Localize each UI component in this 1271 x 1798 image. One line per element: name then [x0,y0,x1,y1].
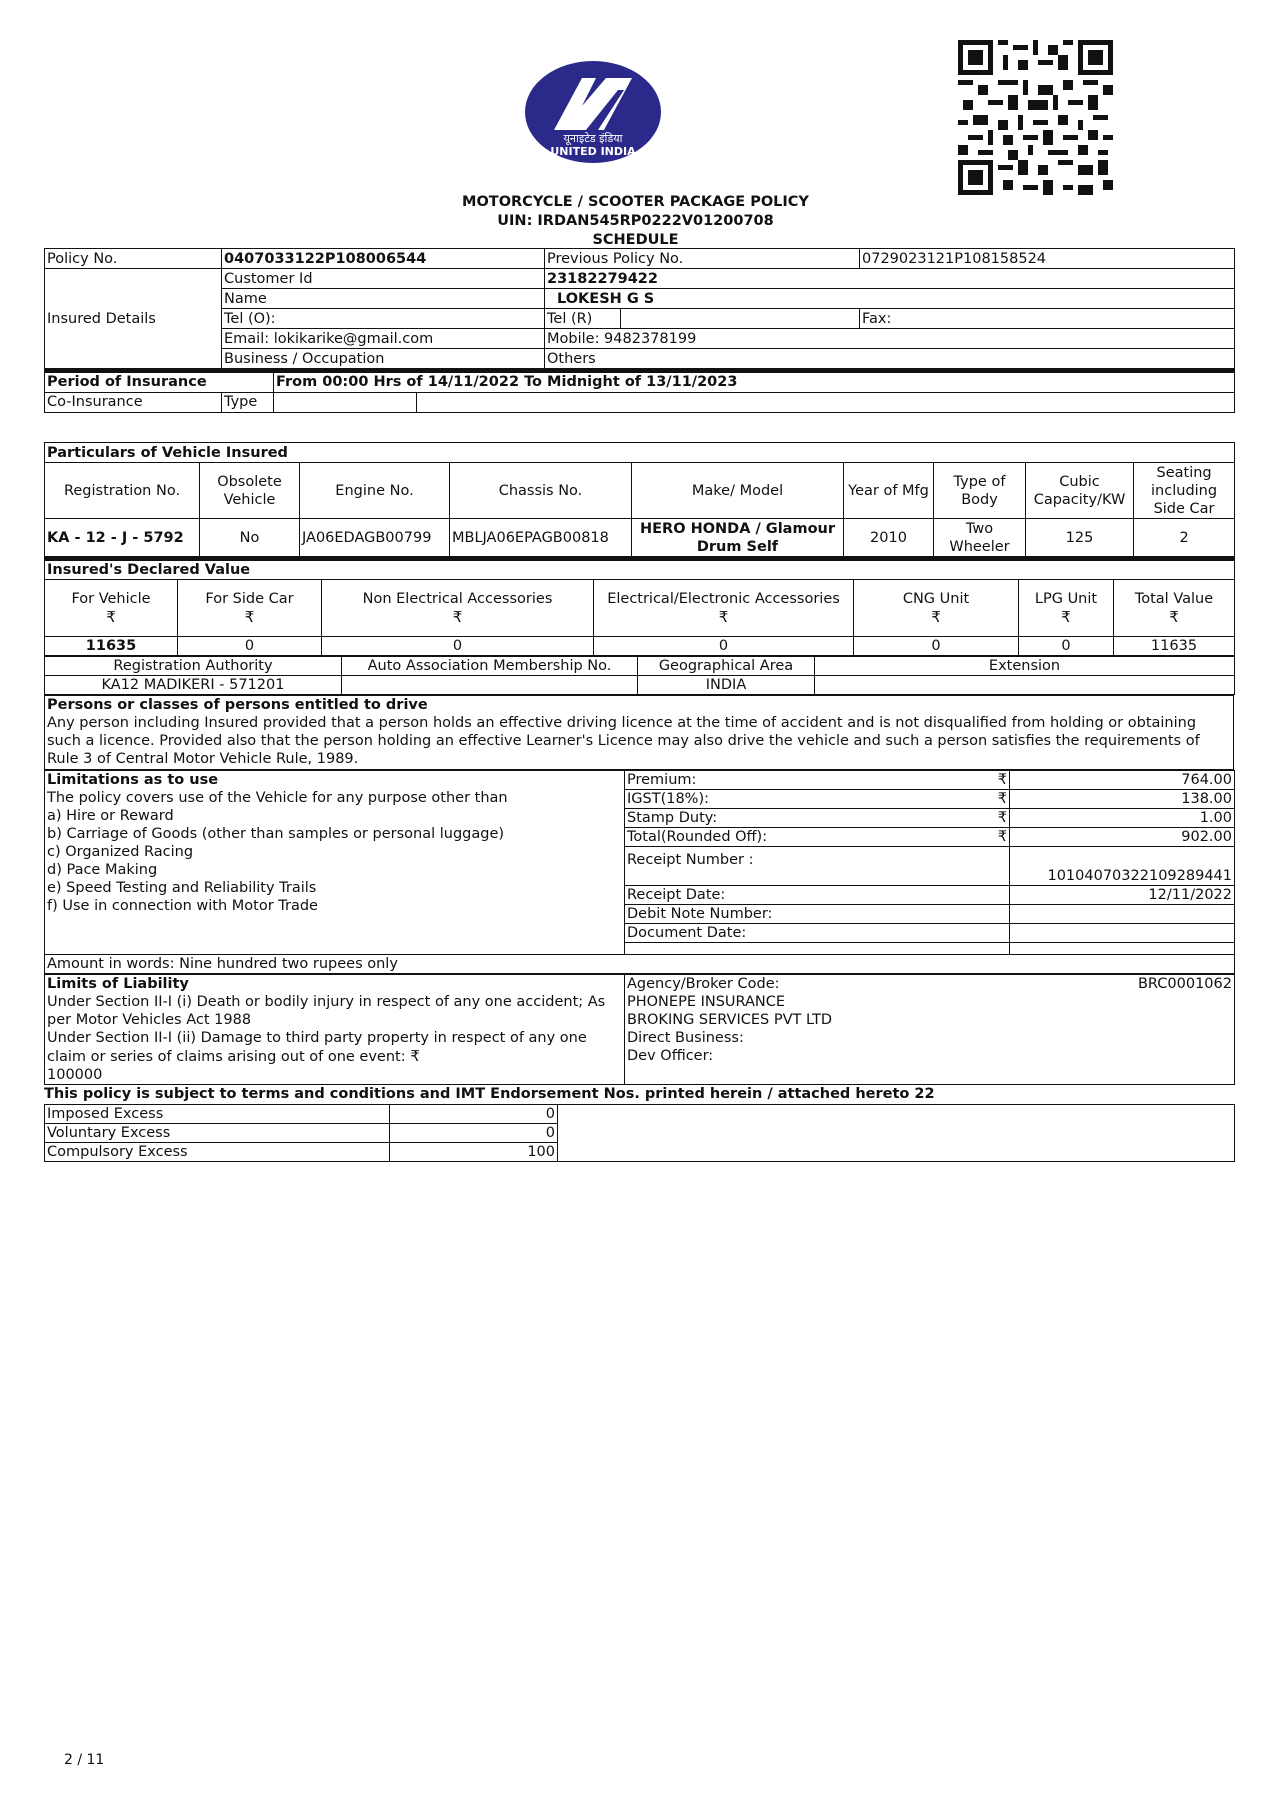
previous-policy-label: Previous Policy No. [545,249,860,269]
premium-value: 764.00 [1010,771,1235,790]
schedule-title: SCHEDULE [592,232,679,248]
registration-authority-label: Registration Authority [45,657,342,676]
obsolete-value: No [200,519,300,557]
period-label: Period of Insurance [45,371,274,392]
voluntary-excess-value: 0 [390,1124,558,1143]
limitations-line: e) Speed Testing and Reliability Trails [47,880,317,896]
limitations-line: b) Carriage of Goods (other than samples or personal luggage) [47,826,505,842]
policy-title: MOTORCYCLE / SCOOTER PACKAGE POLICY [462,194,809,210]
rupee-icon: ₹ [718,607,729,626]
premium-spacer [625,943,1010,955]
direct-business-label: Direct Business: [627,1030,744,1046]
imposed-excess-label: Imposed Excess [45,1105,390,1124]
idv-total-value: 11635 [1114,637,1235,656]
idv-vehicle-value: 11635 [45,637,178,656]
agency-label: Agency/Broker Code: [627,976,780,992]
previous-policy-value: 0729023121P108158524 [860,249,1235,269]
entitled-to-drive [45,696,1234,770]
insured-details-section [44,248,1234,413]
idv-elec-label: Electrical/Electronic Accessories [607,590,840,607]
insured-details-table [44,248,1235,369]
drive-title: Persons or classes of persons entitled to drive [47,697,428,713]
idv-nonelec-label: Non Electrical Accessories [362,590,553,607]
liability-text-2: Under Section II-I (ii) Damage to third party property in respect of any one claim or series of claims arising out of one event: [47,1030,587,1065]
idv-nonelec-header [322,580,594,637]
chassis-header: Chassis No. [450,463,632,519]
capacity-value: 125 [1026,519,1134,557]
receipt-date-value: 12/11/2022 [1010,886,1235,905]
document-date-value [1010,924,1235,943]
tel-residence-value [621,309,860,329]
limitations-premium-table [44,770,1235,974]
idv-cng-value: 0 [854,637,1019,656]
total-value: 902.00 [1010,828,1235,847]
limitations-line: The policy covers use of the Vehicle for any purpose other than [47,790,508,806]
policy-no-value: 0407033122P108006544 [222,249,545,269]
registration-value: KA - 12 - J - 5792 [45,519,200,557]
fax-label: Fax: [860,309,1235,329]
limitations-line: c) Organized Racing [47,844,194,860]
geographical-area-value: INDIA [638,676,815,695]
united-india-logo [524,60,662,164]
dev-officer-label: Dev Officer: [627,1048,714,1064]
liability-title: Limits of Liability [47,976,189,992]
agency-cell [625,975,1235,1085]
extension-value [815,676,1235,695]
tel-residence-label: Tel (R) [545,309,621,329]
period-value: From 00:00 Hrs of 14/11/2022 To Midnight of 13/11/2023 [274,371,1235,392]
idv-lpg-label: LPG Unit [1034,590,1098,607]
aa-membership-value [342,676,638,695]
type-label: Type [222,392,274,412]
insured-details-label: Insured Details [45,269,222,369]
limitations-line: a) Hire or Reward [47,808,174,824]
insured-name: LOKESH G S [545,289,1235,309]
extension-label: Extension [815,657,1235,676]
excess-blank [558,1105,1235,1162]
logo-hindi-text: यूनाइटेड इंडिया [563,132,623,145]
receipt-number-value: 10104070322109289441 [1010,847,1235,886]
voluntary-excess-label: Voluntary Excess [45,1124,390,1143]
rupee-icon: ₹ [997,772,1007,788]
make-value: HERO HONDA / Glamour Drum Self [632,519,844,557]
liability-table [44,974,1235,1085]
vehicle-table [44,442,1235,557]
customer-id-value: 23182279422 [545,269,1235,289]
imposed-excess-value: 0 [390,1105,558,1124]
idv-vehicle-label: For Vehicle [71,590,151,607]
idv-lpg-header [1019,580,1114,637]
agency-row [627,975,1232,993]
stamp-value: 1.00 [1010,809,1235,828]
year-header: Year of Mfg [844,463,934,519]
idv-sidecar-label: For Side Car [205,590,294,607]
idv-table [44,557,1235,656]
year-value: 2010 [844,519,934,557]
geographical-area-label: Geographical Area [638,657,815,676]
idv-nonelec-value: 0 [322,637,594,656]
rupee-icon: ₹ [997,791,1007,807]
logo-text: UNITED INDIA [550,145,636,158]
customer-id-label: Customer Id [222,269,545,289]
total-label-cell [625,828,1010,847]
authority-table [44,656,1235,695]
seating-header: Seating including Side Car [1134,463,1235,519]
qr-code [958,40,1113,195]
drive-text: Any person including Insured provided that a person holds an effective driving licence at the time of accident and is not disqualified from holding or obtaining such a licence. Provided also that the person holding an effective Learner's Licence may also drive the vehicle and such a person satisfies the requirements of Rule 3 of Central Motor Vehicle Rule, 1989. [47,715,1200,767]
registration-header: Registration No. [45,463,200,519]
obsolete-header: Obsolete Vehicle [200,463,300,519]
igst-value: 138.00 [1010,790,1235,809]
agency-name-1: PHONEPE INSURANCE [627,994,786,1010]
rupee-icon: ₹ [106,607,116,626]
rupee-icon: ₹ [1169,607,1179,626]
compulsory-excess-label: Compulsory Excess [45,1143,390,1162]
vehicle-section [44,442,1234,1162]
rupee-icon: ₹ [410,1047,420,1065]
excess-table [44,1104,1235,1162]
page-number: 2 / 11 [64,1752,105,1768]
amount-in-words: Amount in words: Nine hundred two rupees only [45,955,1235,974]
rupee-icon: ₹ [997,829,1007,845]
engine-header: Engine No. [300,463,450,519]
chassis-value: MBLJA06EPAGB00818 [450,519,632,557]
co-insurance-blank [417,392,1235,412]
email-field: Email: lokikarike@gmail.com [222,329,545,349]
compulsory-excess-value: 100 [390,1143,558,1162]
policy-uin: UIN: IRDAN545RP0222V01200708 [497,213,774,229]
limitations-title: Limitations as to use [47,772,219,788]
body-value: Two Wheeler [934,519,1026,557]
business-value: Others [545,349,1235,369]
igst-label: IGST(18%): [627,791,710,807]
igst-label-cell [625,790,1010,809]
idv-cng-header [854,580,1019,637]
idv-lpg-value: 0 [1019,637,1114,656]
limitations-line: f) Use in connection with Motor Trade [47,898,318,914]
registration-authority-value: KA12 MADIKERI - 571201 [45,676,342,695]
total-label: Total(Rounded Off): [627,829,768,845]
period-table [44,369,1235,413]
rupee-icon: ₹ [452,607,463,626]
idv-sidecar-value: 0 [178,637,322,656]
rupee-icon: ₹ [1061,607,1071,626]
debit-note-value [1010,905,1235,924]
document-date-label: Document Date: [625,924,1010,943]
vehicle-section-title: Particulars of Vehicle Insured [45,443,1235,463]
capacity-header: Cubic Capacity/KW [1026,463,1134,519]
rupee-icon: ₹ [997,810,1007,826]
body-header: Type of Body [934,463,1026,519]
agency-name-2: BROKING SERVICES PVT LTD [627,1012,833,1028]
type-value [274,392,417,412]
receipt-number-label: Receipt Number : [625,847,1010,886]
stamp-label: Stamp Duty: [627,810,718,826]
policy-no-label: Policy No. [45,249,222,269]
agency-code: BRC0001062 [1137,976,1232,992]
mobile-field: Mobile: 9482378199 [545,329,1235,349]
premium-spacer-value [1010,943,1235,955]
liability-text-1: Under Section II-I (i) Death or bodily injury in respect of any one accident; As per Motor Vehicles Act 1988 [47,994,606,1028]
idv-elec-header [594,580,854,637]
name-label: Name [222,289,545,309]
idv-total-label: Total Value [1134,590,1214,607]
idv-vehicle-header [45,580,178,637]
idv-sidecar-header [178,580,322,637]
idv-cng-label: CNG Unit [902,590,970,607]
seating-value: 2 [1134,519,1235,557]
co-insurance-label: Co-Insurance [45,392,222,412]
idv-elec-value: 0 [594,637,854,656]
limits-of-liability-cell [45,975,625,1085]
tel-office-label: Tel (O): [222,309,545,329]
engine-value: JA06EDAGB00799 [300,519,450,557]
receipt-date-label: Receipt Date: [625,886,1010,905]
liability-amount: 100000 [47,1067,103,1083]
premium-label: Premium: [627,772,697,788]
stamp-label-cell [625,809,1010,828]
make-header: Make/ Model [632,463,844,519]
rupee-icon: ₹ [244,607,255,626]
limitations-cell [45,771,625,955]
rupee-icon: ₹ [931,607,941,626]
debit-note-label: Debit Note Number: [625,905,1010,924]
idv-total-header [1114,580,1235,637]
terms-note: This policy is subject to terms and conditions and IMT Endorsement Nos. printed herein / attached hereto 22 [44,1086,935,1102]
document-heading [0,193,1271,250]
business-label: Business / Occupation [222,349,545,369]
limitations-line: d) Pace Making [47,862,158,878]
aa-membership-label: Auto Association Membership No. [342,657,638,676]
premium-label-cell [625,771,1010,790]
drive-table [44,695,1234,770]
idv-section-title: Insured's Declared Value [45,559,1235,580]
